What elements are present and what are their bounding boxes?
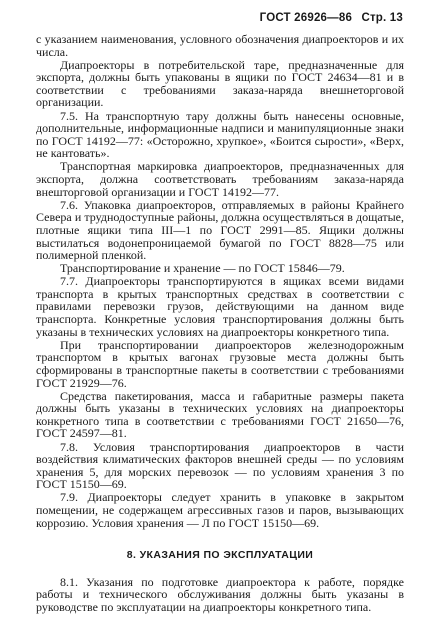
paragraph: 7.7. Диапроекторы транспортируются в ящиках всеми видами транспорта в крытых транспортных средствах в соответствии с правилами перевозки грузов, действующими на данном виде транспорта. Конкретные условия транспортирования должны быть указаны в технических условиях на диапроекторы конкретного типа. xyxy=(36,274,404,339)
paragraph: Транспортирование и хранение — по ГОСТ 15846—79. xyxy=(60,261,345,276)
paragraph: с указанием наименования, условного обозначения диапроекторов и их числа. xyxy=(36,32,404,59)
paragraph: 7.8. Условия транспортирования диапроекторов в части воздействия климатических факторов внешней среды — по условиям хранения 5, для морских перевозок — по условиям хранения 3 по ГОСТ 15150—69. xyxy=(36,439,404,492)
paragraph: При транспортировании диапроекторов железнодорожным транспортом в крытых вагонах грузовые места должны быть сформированы в транспортные пакеты в соответствии с требованиями ГОСТ 21929—76. xyxy=(36,337,404,390)
standard-number: ГОСТ 26926—86 xyxy=(259,12,353,24)
page-number: Стр. 13 xyxy=(361,12,403,24)
paragraph: 7.5. На транспортную тару должны быть нанесены основные, дополнительные, информационные надписи и манипуляционные знаки по ГОСТ 14192—77: «Осторожно, хрупкое», «Боится сырости», «Верх, не кантовать». xyxy=(36,108,404,161)
paragraph: 8.1. Указания по подготовке диапроектора к работе, порядке работы и технического обслуживания должны быть указаны в руководстве по эксплуатации на диапроекторы конкретного типа. xyxy=(36,574,404,614)
paragraph: Диапроекторы в потребительской таре, предназначенные для экспорта, должны быть упакованы в ящики по ГОСТ 24634—81 и в соответствии с требованиями заказа-наряда внешнеторговой организации. xyxy=(36,57,404,110)
paragraph: 7.6. Упаковка диапроекторов, отправляемых в районы Крайнего Севера и труднодоступные районы, должна осуществляться в дощатые, плотные ящики типа III—1 по ГОСТ 2991—85. Ящики должны выстилаться водонепроницаемой бумагой по ГОСТ 8828—75 или полимерной пленкой. xyxy=(36,197,404,263)
body-text xyxy=(36,33,404,614)
paragraph: Транспортная маркировка диапроекторов, предназначенных для экспорта, должна соответствовать требованиям заказа-наряда внешторговой организации и ГОСТ 14192—77. xyxy=(36,159,404,199)
page-header xyxy=(254,12,403,24)
paragraph: Средства пакетирования, масса и габаритные размеры пакета должны быть указаны в технических условиях на диапроекторы конкретного типа в соответствии с требованиями ГОСТ 21650—76, ГОСТ 24597—81. xyxy=(36,388,404,441)
section-heading: 8. УКАЗАНИЯ ПО ЭКСПЛУАТАЦИИ xyxy=(126,549,314,562)
paragraph: 7.9. Диапроекторы следует хранить в упаковке в закрытом помещении, не содержащем агрессивных газов и паров, вызывающих коррозию. Условия хранения — Л по ГОСТ 15150—69. xyxy=(36,490,404,530)
